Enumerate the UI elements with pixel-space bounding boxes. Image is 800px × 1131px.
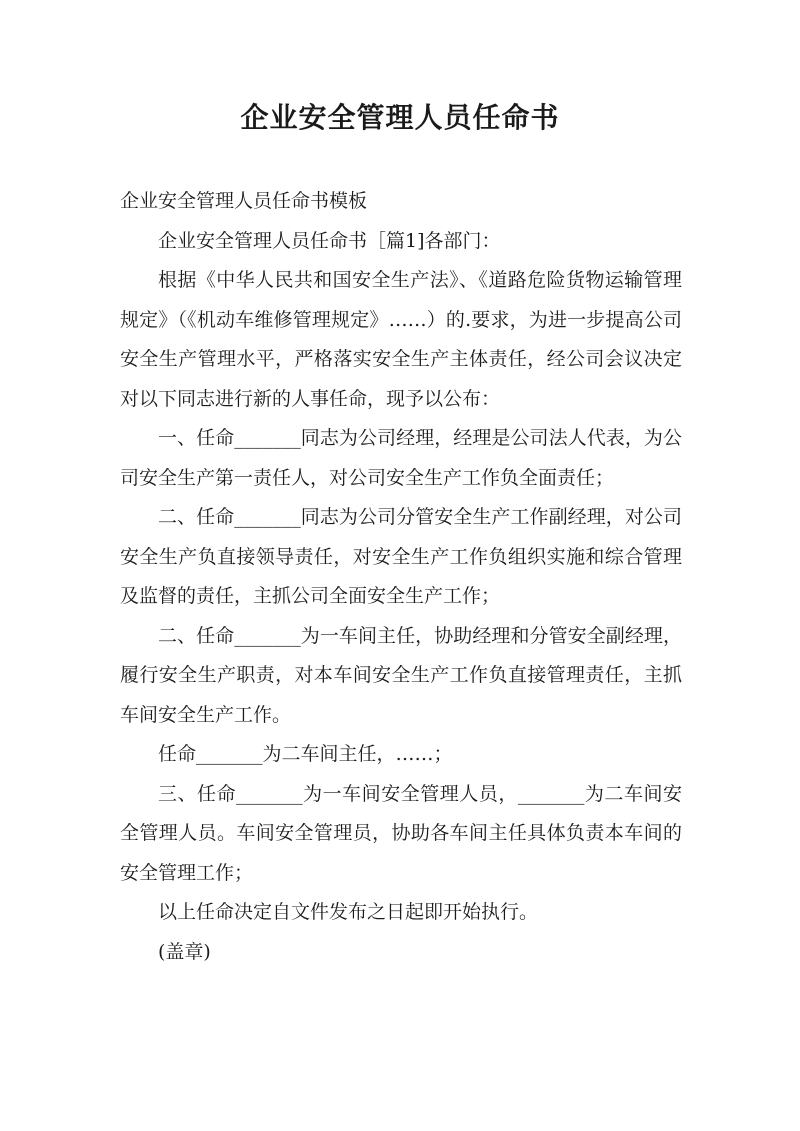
- appointment-item-4: 任命_______为二车间主任，……；: [158, 743, 453, 765]
- preamble-paragraph: 根据《中华人民共和国安全生产法》、《道路危险货物运输管理规定》（《机动车维修管理规定》……）的.要求，为进一步提高公司安全生产管理水平，严格落实安全生产主体责任，经公司会议决定对以下同志进行新的人事任命，现予以公布：: [120, 269, 682, 410]
- document-title: 企业安全管理人员任命书: [240, 101, 560, 134]
- salutation-paragraph: 企业安全管理人员任命书［篇1]各部门：: [158, 229, 501, 252]
- effective-date-paragraph: 以上任命决定自文件发布之日起即开始执行。: [158, 901, 539, 923]
- appointment-item-5: 三、任命_______为一车间安全管理人员，_______为二车间安全管理人员。车间安全管理员，协助各车间主任具体负责本车间的安全管理工作；: [120, 782, 682, 884]
- appointment-item-1: 一、任命_______同志为公司经理，经理是公司法人代表，为公司安全生产第一责任人，对公司安全生产工作负全面责任；: [120, 427, 682, 489]
- appointment-item-3: 二、任命_______为一车间主任，协助经理和分管安全副经理，履行安全生产职责，对本车间安全生产工作负直接管理责任，主抓车间安全生产工作。: [120, 624, 682, 726]
- template-heading: 企业安全管理人员任命书模板: [120, 190, 368, 212]
- document-body: [120, 182, 682, 972]
- appointment-item-2: 二、任命_______同志为公司分管安全生产工作副经理，对公司安全生产负直接领导责任，对安全生产工作负组织实施和综合管理及监督的责任，主抓公司全面安全生产工作；: [120, 506, 682, 607]
- seal-line: (盖章): [158, 940, 211, 963]
